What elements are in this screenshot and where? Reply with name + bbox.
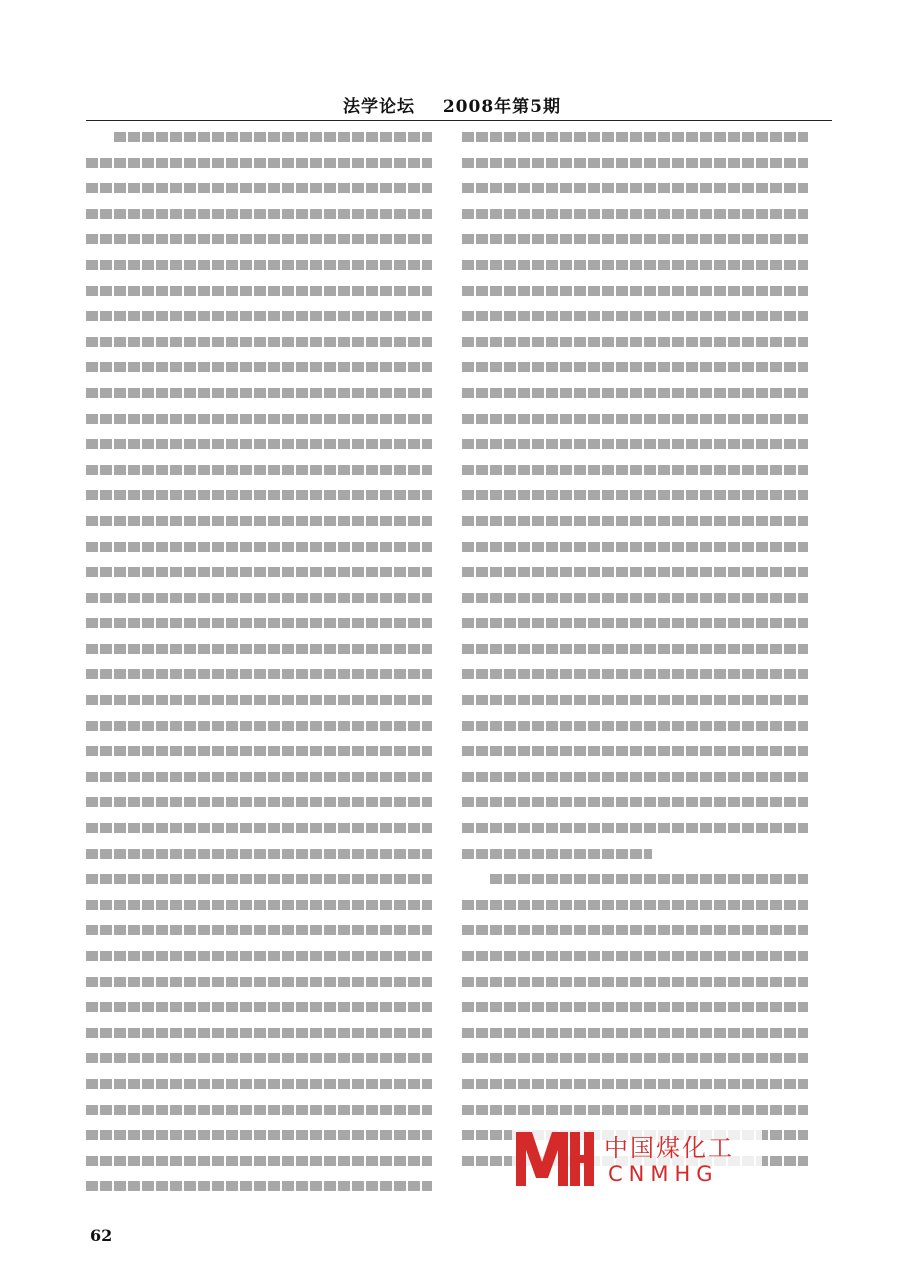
watermark-english: CNMHG bbox=[608, 1162, 719, 1186]
text-line-placeholder bbox=[462, 362, 808, 372]
text-line-placeholder bbox=[462, 1079, 808, 1089]
text-line-placeholder bbox=[462, 618, 808, 628]
text-line-placeholder bbox=[86, 797, 432, 807]
text-line-placeholder bbox=[462, 772, 808, 782]
text-line-placeholder bbox=[462, 823, 808, 833]
text-line-placeholder bbox=[462, 1002, 808, 1012]
text-line-placeholder bbox=[86, 772, 432, 782]
text-line-placeholder bbox=[86, 260, 432, 270]
text-line-placeholder bbox=[86, 209, 432, 219]
watermark bbox=[512, 1126, 762, 1196]
text-line-placeholder bbox=[86, 951, 432, 961]
text-line-placeholder bbox=[86, 849, 432, 859]
text-line-placeholder bbox=[86, 234, 432, 244]
text-line-placeholder bbox=[86, 1079, 432, 1089]
header-rule bbox=[86, 120, 832, 121]
text-line-placeholder bbox=[462, 849, 652, 859]
text-line-placeholder bbox=[490, 874, 808, 884]
text-line-placeholder bbox=[462, 465, 808, 475]
running-header bbox=[0, 92, 904, 117]
text-line-placeholder bbox=[86, 644, 432, 654]
text-line-placeholder bbox=[462, 1053, 808, 1063]
text-line-placeholder bbox=[462, 286, 808, 296]
text-line-placeholder bbox=[462, 388, 808, 398]
text-line-placeholder bbox=[114, 132, 432, 142]
text-line-placeholder bbox=[86, 362, 432, 372]
text-line-placeholder bbox=[86, 1028, 432, 1038]
text-line-placeholder bbox=[462, 925, 808, 935]
text-line-placeholder bbox=[462, 1105, 808, 1115]
watermark-chinese: 中国煤化工 bbox=[604, 1134, 734, 1162]
text-line-placeholder bbox=[86, 490, 432, 500]
right-column-text bbox=[462, 132, 808, 1181]
mh-logo-icon bbox=[512, 1126, 596, 1190]
text-line-placeholder bbox=[86, 183, 432, 193]
text-line-placeholder bbox=[462, 797, 808, 807]
text-line-placeholder bbox=[86, 669, 432, 679]
text-line-placeholder bbox=[86, 158, 432, 168]
journal-issue: 2008年第5期 bbox=[442, 97, 561, 117]
text-line-placeholder bbox=[86, 900, 432, 910]
text-line-placeholder bbox=[462, 183, 808, 193]
text-line-placeholder bbox=[86, 874, 432, 884]
text-line-placeholder bbox=[86, 618, 432, 628]
text-line-placeholder bbox=[86, 1156, 432, 1166]
text-line-placeholder bbox=[86, 593, 432, 603]
text-line-placeholder bbox=[462, 644, 808, 654]
text-line-placeholder bbox=[86, 567, 432, 577]
text-line-placeholder bbox=[86, 1130, 432, 1140]
journal-title: 法学论坛 bbox=[343, 97, 415, 117]
text-line-placeholder bbox=[86, 311, 432, 321]
text-line-placeholder bbox=[86, 542, 432, 552]
text-line-placeholder bbox=[462, 260, 808, 270]
text-line-placeholder bbox=[86, 465, 432, 475]
text-line-placeholder bbox=[462, 721, 808, 731]
text-line-placeholder bbox=[462, 337, 808, 347]
text-line-placeholder bbox=[462, 593, 808, 603]
text-line-placeholder bbox=[86, 388, 432, 398]
text-line-placeholder bbox=[86, 746, 432, 756]
text-line-placeholder bbox=[462, 746, 808, 756]
text-line-placeholder bbox=[86, 977, 432, 987]
text-line-placeholder bbox=[462, 695, 808, 705]
text-line-placeholder bbox=[462, 158, 808, 168]
text-line-placeholder bbox=[462, 567, 808, 577]
text-line-placeholder bbox=[86, 337, 432, 347]
text-line-placeholder bbox=[462, 951, 808, 961]
text-line-placeholder bbox=[86, 516, 432, 526]
text-line-placeholder bbox=[462, 1028, 808, 1038]
text-line-placeholder bbox=[462, 414, 808, 424]
page-number: 62 bbox=[90, 1226, 113, 1245]
text-line-placeholder bbox=[86, 286, 432, 296]
left-column-text bbox=[86, 132, 432, 1207]
text-line-placeholder bbox=[462, 439, 808, 449]
text-line-placeholder bbox=[462, 234, 808, 244]
text-line-placeholder bbox=[462, 490, 808, 500]
text-line-placeholder bbox=[86, 823, 432, 833]
text-line-placeholder bbox=[86, 695, 432, 705]
text-line-placeholder bbox=[86, 721, 432, 731]
text-line-placeholder bbox=[86, 1181, 432, 1191]
text-line-placeholder bbox=[86, 1002, 432, 1012]
text-line-placeholder bbox=[462, 669, 808, 679]
text-line-placeholder bbox=[86, 414, 432, 424]
text-line-placeholder bbox=[86, 925, 432, 935]
text-line-placeholder bbox=[86, 1105, 432, 1115]
text-line-placeholder bbox=[462, 542, 808, 552]
text-line-placeholder bbox=[462, 209, 808, 219]
text-line-placeholder bbox=[462, 900, 808, 910]
text-line-placeholder bbox=[462, 977, 808, 987]
text-line-placeholder bbox=[462, 516, 808, 526]
text-line-placeholder bbox=[462, 311, 808, 321]
text-line-placeholder bbox=[462, 132, 808, 142]
text-line-placeholder bbox=[86, 439, 432, 449]
text-line-placeholder bbox=[86, 1053, 432, 1063]
